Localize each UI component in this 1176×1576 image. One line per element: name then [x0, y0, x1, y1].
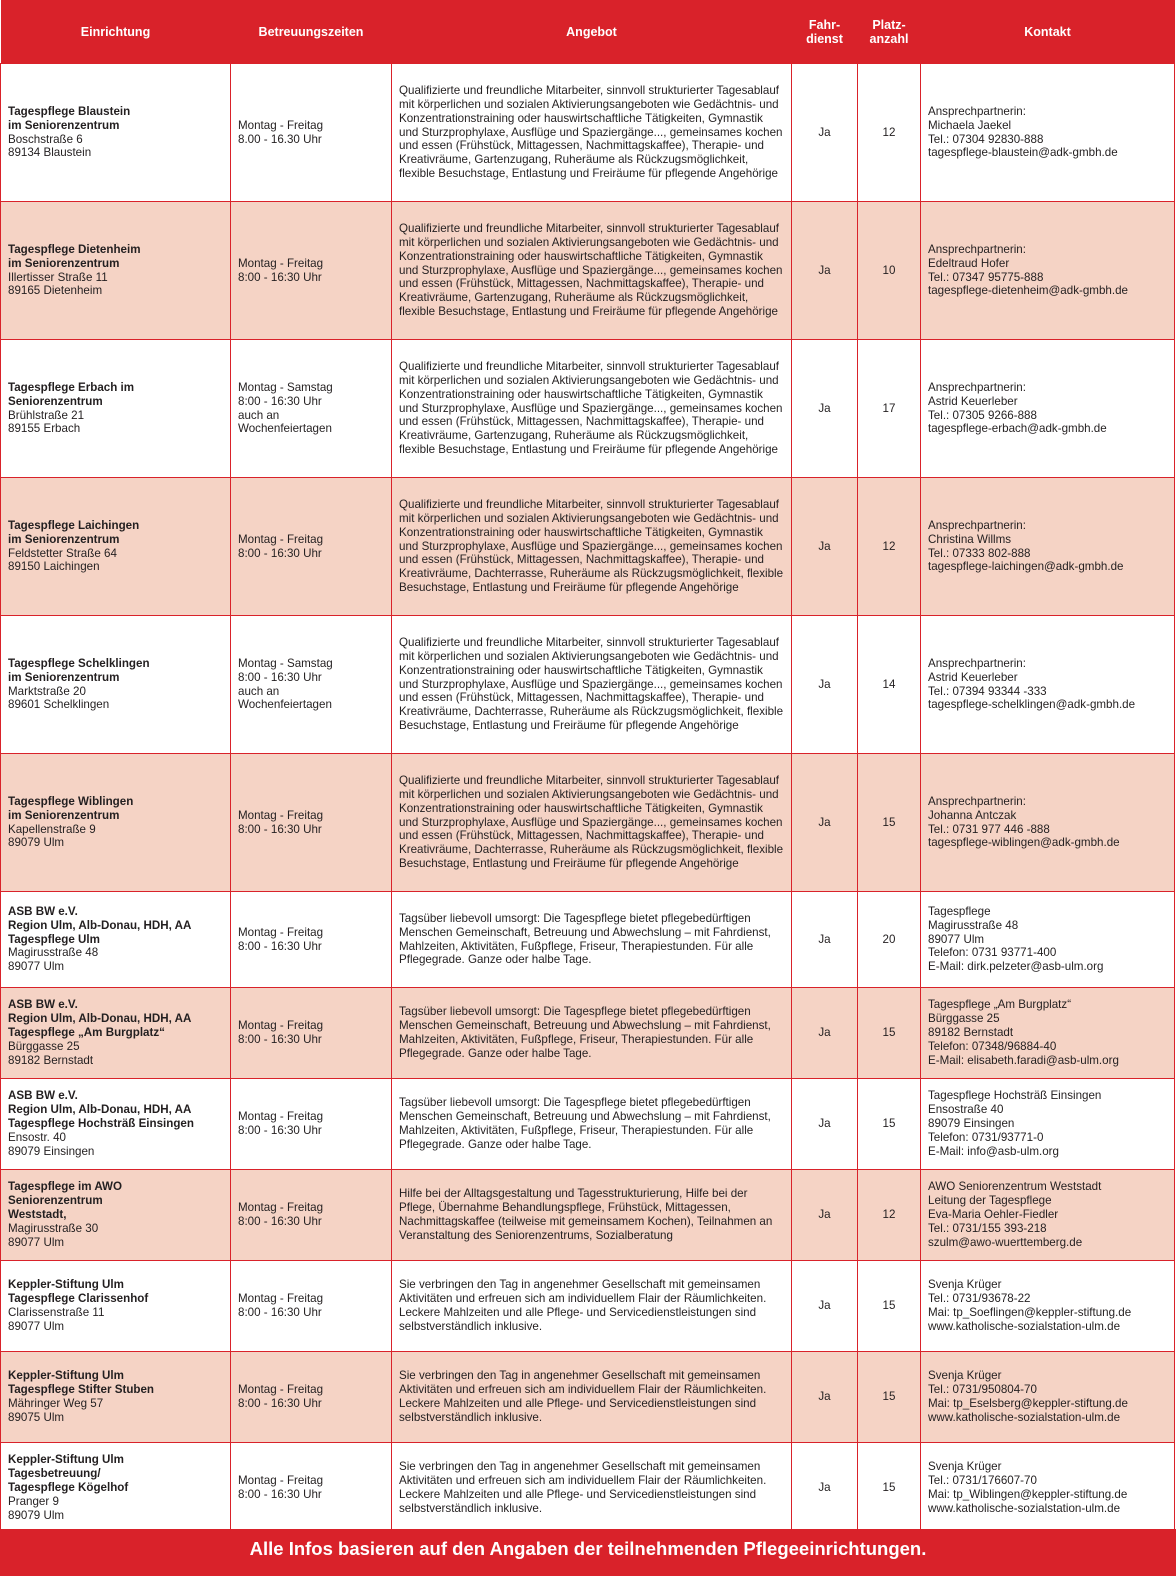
contact-line: Tel.: 07304 92830-888 [928, 132, 1044, 146]
facility-address-line: Ensostr. 40 [8, 1130, 67, 1144]
opening-hours-line: 8:00 - 16:30 Uhr [238, 1215, 322, 1228]
cell-kontakt [921, 892, 1175, 988]
facility-name-line: Tagespflege Dietenheim [8, 242, 141, 256]
facility-name-line: Tagespflege Schelklingen [8, 656, 150, 670]
cell-fahrdienst: Ja [792, 1079, 858, 1170]
contact-line: tagespflege-laichingen@adk-gmbh.de [928, 560, 1124, 574]
facility-name-line: im Seniorenzentrum [8, 256, 120, 270]
facility-name-line: Keppler-Stiftung Ulm [8, 1453, 124, 1467]
cell-betreuungszeiten [231, 1352, 392, 1443]
cell-kontakt [921, 1443, 1175, 1534]
cell-angebot: Qualifizierte und freundliche Mitarbeiter, sinnvoll strukturierter Tagesablauf mit körperlichen und sozialen Aktivierungsangeboten wie Gedächtnis- und Konzentrationstraining oder hauswirtschaftliche Tätigkeiten, Gymnastik und Sturzprophylaxe, Ausflüge und Spaziergänge..., gemeinsames kochen und essen (Frühstück, Mittagessen, Nachmittagskaffee), Therapie- und Kreativräume, Dachterrasse, Ruheräume als Rückzugsmöglichkeit, flexible Besuchstage, Entlastung und Freiräume für pflegende Angehörige [392, 616, 792, 754]
opening-hours-line: Montag - Freitag [238, 808, 324, 822]
facility-name-line: Tagespflege Ulm [8, 932, 100, 946]
facility-address-line: 89077 Ulm [8, 960, 65, 974]
contact-line: tagespflege-wiblingen@adk-gmbh.de [928, 836, 1120, 850]
facility-name-line: Region Ulm, Alb-Donau, HDH, AA [8, 1012, 192, 1026]
contact-line: 89079 Einsingen [928, 1117, 1015, 1131]
col-header-fahrdienst: Fahr- dienst [792, 0, 858, 64]
cell-fahrdienst: Ja [792, 988, 858, 1079]
cell-kontakt [921, 988, 1175, 1079]
opening-hours-line: Montag - Samstag [238, 380, 333, 394]
cell-platzanzahl: 15 [858, 754, 921, 892]
cell-betreuungszeiten [231, 988, 392, 1079]
cell-angebot: Tagsüber liebevoll umsorgt: Die Tagespflege bietet pflegebedürftigen Menschen Gemeinschaft, Betreuung und Abwechslung – mit Fahrdienst, Mahlzeiten, Aktivitäten, Fußpflege, Friseur, Therapiestunden. Für alle Pflegegrade. Ganze oder halbe Tage. [392, 988, 792, 1079]
table-body [1, 64, 1175, 1534]
cell-kontakt [921, 1261, 1175, 1352]
contact-line: Astrid Keuerleber [928, 670, 1018, 684]
facility-address-line: Magirusstraße 30 [8, 1221, 99, 1235]
cell-angebot: Qualifizierte und freundliche Mitarbeiter, sinnvoll strukturierter Tagesablauf mit körperlichen und sozialen Aktivierungsangeboten wie Gedächtnis- und Konzentrationstraining oder hauswirtschaftliche Tätigkeiten, Gymnastik und Sturzprophylaxe, Ausflüge und Spaziergänge..., gemeinsames kochen und essen (Frühstück, Mittagessen, Nachmittagskaffee), Therapie- und Kreativräume, Gartenzugang, Ruheräume als Rückzugsmöglichkeit, flexible Besuchstage, Entlastung und Freiräume für pflegende Angehörige [392, 202, 792, 340]
cell-fahrdienst: Ja [792, 340, 858, 478]
cell-platzanzahl: 10 [858, 202, 921, 340]
facility-name-line: Tagespflege im AWO [8, 1180, 123, 1194]
facility-address-line: 89150 Laichingen [8, 560, 100, 574]
facility-address-line: 89077 Ulm [8, 1235, 65, 1249]
table-row [1, 1261, 1175, 1352]
facility-name-line: Region Ulm, Alb-Donau, HDH, AA [8, 1103, 192, 1117]
facility-name-line: im Seniorenzentrum [8, 532, 120, 546]
cell-fahrdienst: Ja [792, 1170, 858, 1261]
cell-angebot: Qualifizierte und freundliche Mitarbeiter, sinnvoll strukturierter Tagesablauf mit körperlichen und sozialen Aktivierungsangeboten wie Gedächtnis- und Konzentrationstraining oder hauswirtschaftliche Tätigkeiten, Gymnastik und Sturzprophylaxe, Ausflüge und Spaziergänge..., gemeinsames kochen und essen (Frühstück, Mittagessen, Nachmittagskaffee), Therapie- und Kreativräume, Gartenzugang, Ruheräume als Rückzugsmöglichkeit, flexible Besuchstage, Entlastung und Freiräume für pflegende Angehörige [392, 64, 792, 202]
cell-kontakt [921, 340, 1175, 478]
facility-address-line: 89079 Einsingen [8, 1144, 95, 1158]
facility-address-line: 89155 Erbach [8, 422, 81, 436]
cell-betreuungszeiten [231, 892, 392, 988]
opening-hours-line: 8:00 - 16:30 Uhr [238, 670, 322, 684]
cell-betreuungszeiten [231, 616, 392, 754]
col-header-angebot: Angebot [392, 0, 792, 64]
cell-angebot: Sie verbringen den Tag in angenehmer Gesellschaft mit gemeinsamen Aktivitäten und erfreuen sich am individuellem Flair der Räumlichkeiten. Leckere Mahlzeiten und alle Pflege- und Servicedienstleistungen sind selbstverständlich inklusive. [392, 1352, 792, 1443]
cell-platzanzahl: 15 [858, 1443, 921, 1534]
contact-line: Ansprechpartnerin: [928, 242, 1026, 256]
contact-line: Telefon: 0731/93771-0 [928, 1130, 1044, 1144]
contact-line: Mai: tp_Soeflingen@keppler-stiftung.de [928, 1306, 1132, 1319]
opening-hours-line: Wochenfeiertagen [238, 698, 332, 712]
contact-line: 89077 Ulm [928, 932, 985, 946]
cell-angebot: Qualifizierte und freundliche Mitarbeiter, sinnvoll strukturierter Tagesablauf mit körperlichen und sozialen Aktivierungsangeboten wie Gedächtnis- und Konzentrationstraining oder hauswirtschaftliche Tätigkeiten, Gymnastik und Sturzprophylaxe, Ausflüge und Spaziergänge..., gemeinsames kochen und essen (Frühstück, Mittagessen, Nachmittagskaffee), Therapie- und Kreativräume, Gartenzugang, Ruheräume als Rückzugsmöglichkeit, flexible Besuchstage, Entlastung und Freiräume für pflegende Angehörige [392, 340, 792, 478]
facility-address-line: 89601 Schelklingen [8, 698, 110, 712]
opening-hours-line: auch an [238, 684, 280, 698]
cell-platzanzahl: 17 [858, 340, 921, 478]
facility-address-line: Magirusstraße 48 [8, 946, 99, 960]
contact-line: AWO Seniorenzentrum Weststadt [928, 1180, 1102, 1194]
cell-betreuungszeiten [231, 1170, 392, 1261]
cell-fahrdienst: Ja [792, 1352, 858, 1443]
cell-einrichtung [1, 988, 231, 1079]
opening-hours-line: Montag - Freitag [238, 256, 324, 270]
col-header-einrichtung: Einrichtung [1, 0, 231, 64]
opening-hours-line: auch an [238, 408, 280, 422]
contact-line: tagespflege-dietenheim@adk-gmbh.de [928, 284, 1128, 298]
facility-address-line: Kapellenstraße 9 [8, 822, 96, 836]
facility-name-line: Tagespflege Wiblingen [8, 794, 134, 808]
cell-platzanzahl: 14 [858, 616, 921, 754]
cell-kontakt [921, 1079, 1175, 1170]
cell-kontakt [921, 202, 1175, 340]
facility-address-line: Illertisser Straße 11 [8, 270, 108, 284]
facility-name-line: Tagesbetreuung/ [8, 1467, 101, 1481]
cell-fahrdienst: Ja [792, 1261, 858, 1352]
opening-hours-line: Montag - Freitag [238, 1110, 324, 1124]
opening-hours-line: Montag - Freitag [238, 1292, 324, 1306]
contact-line: Tel.: 0731/93678-22 [928, 1292, 1031, 1306]
contact-line: Christina Willms [928, 532, 1012, 546]
facility-name-line: Tagespflege Erbach im [8, 380, 135, 394]
facility-address-line: 89182 Bernstadt [8, 1053, 94, 1067]
cell-platzanzahl: 12 [858, 1170, 921, 1261]
opening-hours-line: Montag - Samstag [238, 656, 333, 670]
cell-betreuungszeiten [231, 754, 392, 892]
facility-name-line: Tagespflege Blaustein [8, 104, 131, 118]
contact-line: Tel.: 0731/155 393-218 [928, 1221, 1047, 1235]
opening-hours-line: Montag - Freitag [238, 118, 324, 132]
opening-hours-line: Montag - Freitag [238, 1019, 324, 1033]
contact-line: Ansprechpartnerin: [928, 518, 1026, 532]
cell-kontakt [921, 64, 1175, 202]
facility-name-line: im Seniorenzentrum [8, 118, 120, 132]
contact-line: Svenja Krüger [928, 1460, 1002, 1474]
facility-name-line: Tagespflege Clarissenhof [8, 1292, 149, 1306]
facility-address-line: Pranger 9 [8, 1494, 59, 1508]
contact-line: www.katholische-sozialstation-ulm.de [928, 1319, 1121, 1333]
opening-hours-line: 8:00 - 16:30 Uhr [238, 546, 322, 560]
facility-address-line: 89134 Blaustein [8, 146, 92, 160]
facility-name-line: Seniorenzentrum [8, 394, 103, 408]
facility-address-line: Clarissenstraße 11 [8, 1306, 105, 1319]
cell-angebot: Tagsüber liebevoll umsorgt: Die Tagespflege bietet pflegebedürftigen Menschen Gemeinschaft, Betreuung und Abwechslung – mit Fahrdienst, Mahlzeiten, Aktivitäten, Fußpflege, Friseur, Therapiestunden. Für alle Pflegegrade. Ganze oder halbe Tage. [392, 892, 792, 988]
contact-line: Johanna Antczak [928, 808, 1017, 822]
cell-einrichtung [1, 340, 231, 478]
cell-kontakt [921, 478, 1175, 616]
contact-line: 89182 Bernstadt [928, 1026, 1014, 1040]
contact-line: Tagespflege „Am Burgplatz“ [928, 998, 1072, 1012]
cell-betreuungszeiten [231, 340, 392, 478]
facility-address-line: 89077 Ulm [8, 1319, 65, 1333]
facility-address-line: 89165 Dietenheim [8, 284, 103, 298]
facility-name-line: Seniorenzentrum [8, 1194, 103, 1208]
facility-address-line: Bürggasse 25 [8, 1039, 80, 1053]
facility-name-line: Tagespflege Kögelhof [8, 1481, 129, 1495]
cell-platzanzahl: 15 [858, 1261, 921, 1352]
cell-einrichtung [1, 616, 231, 754]
table-row [1, 1352, 1175, 1443]
facility-name-line: Keppler-Stiftung Ulm [8, 1278, 124, 1292]
facility-name-line: ASB BW e.V. [8, 998, 78, 1012]
cell-einrichtung [1, 1261, 231, 1352]
cell-einrichtung [1, 1079, 231, 1170]
contact-line: szulm@awo-wuerttemberg.de [928, 1235, 1083, 1249]
opening-hours-line: 8:00 - 16:30 Uhr [238, 939, 322, 953]
cell-angebot: Hilfe bei der Alltagsgestaltung und Tagesstrukturierung, Hilfe bei der Pflege, Übernahme Behandlungspflege, Frühstück, Mittagessen, Nachmittagskaffee (teilweise mit gemeinsamem Kochen), Teilnahmen an Veranstaltung des Seniorenzentrums, Sozialberatung [392, 1170, 792, 1261]
contact-line: Leitung der Tagespflege [928, 1194, 1052, 1208]
contact-line: www.katholische-sozialstation-ulm.de [928, 1501, 1121, 1515]
footer-note: Alle Infos basieren auf den Angaben der teilnehmenden Pflegeeinrichtungen. [0, 1529, 1176, 1576]
cell-kontakt [921, 616, 1175, 754]
facility-name-line: Tagespflege „Am Burgplatz“ [8, 1026, 165, 1040]
contact-line: tagespflege-blaustein@adk-gmbh.de [928, 146, 1118, 160]
cell-betreuungszeiten [231, 1261, 392, 1352]
cell-platzanzahl: 15 [858, 1079, 921, 1170]
facility-name-line: Weststadt, [8, 1208, 67, 1222]
facility-address-line: Brühlstraße 21 [8, 408, 85, 422]
table-row [1, 1079, 1175, 1170]
contact-line: Edeltraud Hofer [928, 256, 1010, 270]
contact-line: Magirusstraße 48 [928, 918, 1019, 932]
opening-hours-line: 8:00 - 16:30 Uhr [238, 822, 322, 836]
cell-einrichtung [1, 64, 231, 202]
contact-line: Astrid Keuerleber [928, 394, 1018, 408]
cell-einrichtung [1, 754, 231, 892]
facility-address-line: 89079 Ulm [8, 1508, 65, 1522]
cell-kontakt [921, 1170, 1175, 1261]
contact-line: Ansprechpartnerin: [928, 656, 1026, 670]
facility-name-line: Region Ulm, Alb-Donau, HDH, AA [8, 918, 192, 932]
contact-line: E-Mail: dirk.pelzeter@asb-ulm.org [928, 960, 1104, 974]
contact-line: Mai: tp_Eselsberg@keppler-stiftung.de [928, 1397, 1128, 1410]
cell-einrichtung [1, 1352, 231, 1443]
cell-platzanzahl: 15 [858, 988, 921, 1079]
cell-angebot: Tagsüber liebevoll umsorgt: Die Tagespflege bietet pflegebedürftigen Menschen Gemeinschaft, Betreuung und Abwechslung – mit Fahrdienst, Mahlzeiten, Aktivitäten, Fußpflege, Friseur, Therapiestunden. Für alle Pflegegrade. Ganze oder halbe Tage. [392, 1079, 792, 1170]
opening-hours-line: 8:00 - 16:30 Uhr [238, 1397, 322, 1410]
table-row [1, 616, 1175, 754]
cell-betreuungszeiten [231, 64, 392, 202]
cell-fahrdienst: Ja [792, 478, 858, 616]
facility-address-line: 89079 Ulm [8, 836, 65, 850]
contact-line: Ansprechpartnerin: [928, 380, 1026, 394]
table-row [1, 202, 1175, 340]
contact-line: Ensostraße 40 [928, 1103, 1004, 1117]
cell-platzanzahl: 12 [858, 64, 921, 202]
cell-angebot: Sie verbringen den Tag in angenehmer Gesellschaft mit gemeinsamen Aktivitäten und erfreuen sich am individuellem Flair der Räumlichkeiten. Leckere Mahlzeiten und alle Pflege- und Servicedienstleistungen sind selbstverständlich inklusive. [392, 1443, 792, 1534]
contact-line: Bürggasse 25 [928, 1012, 1000, 1026]
contact-line: Ansprechpartnerin: [928, 794, 1026, 808]
contact-line: Tel.: 0731/176607-70 [928, 1474, 1037, 1488]
opening-hours-line: Wochenfeiertagen [238, 422, 332, 436]
table-row [1, 988, 1175, 1079]
cell-platzanzahl: 12 [858, 478, 921, 616]
contact-line: Tagespflege [928, 904, 991, 918]
opening-hours-line: Montag - Freitag [238, 925, 324, 939]
col-header-platzanzahl: Platz- anzahl [858, 0, 921, 64]
cell-fahrdienst: Ja [792, 892, 858, 988]
cell-platzanzahl: 15 [858, 1352, 921, 1443]
contact-line: Tel.: 07305 9266-888 [928, 408, 1037, 422]
opening-hours-line: Montag - Freitag [238, 532, 324, 546]
cell-fahrdienst: Ja [792, 616, 858, 754]
cell-platzanzahl: 20 [858, 892, 921, 988]
facility-name-line: Tagespflege Laichingen [8, 518, 140, 532]
facility-name-line: Tagespflege Hochsträß Einsingen [8, 1117, 194, 1131]
table-row [1, 340, 1175, 478]
contact-line: Tel.: 07333 802-888 [928, 546, 1031, 560]
table-header-row [1, 0, 1175, 64]
facility-address-line: Boschstraße 6 [8, 132, 83, 146]
facility-name-line: Keppler-Stiftung Ulm [8, 1369, 124, 1383]
contact-line: Telefon: 07348/96884-40 [928, 1039, 1057, 1053]
table-row [1, 754, 1175, 892]
contact-line: Telefon: 0731 93771-400 [928, 946, 1057, 960]
contact-line: Svenja Krüger [928, 1278, 1002, 1292]
cell-kontakt [921, 1352, 1175, 1443]
cell-fahrdienst: Ja [792, 64, 858, 202]
table-row [1, 892, 1175, 988]
cell-betreuungszeiten [231, 1443, 392, 1534]
contact-line: Tel.: 0731 977 446 -888 [928, 822, 1050, 836]
cell-betreuungszeiten [231, 202, 392, 340]
col-header-betreuungszeiten: Betreuungszeiten [231, 0, 392, 64]
contact-line: E-Mail: elisabeth.faradi@asb-ulm.org [928, 1053, 1119, 1067]
cell-einrichtung [1, 1170, 231, 1261]
contact-line: Ansprechpartnerin: [928, 104, 1026, 118]
contact-line: Tel.: 07394 93344 -333 [928, 684, 1047, 698]
cell-fahrdienst: Ja [792, 1443, 858, 1534]
contact-line: Eva-Maria Oehler-Fiedler [928, 1208, 1059, 1222]
cell-angebot: Qualifizierte und freundliche Mitarbeiter, sinnvoll strukturierter Tagesablauf mit körperlichen und sozialen Aktivierungsangeboten wie Gedächtnis- und Konzentrationstraining oder hauswirtschaftliche Tätigkeiten, Gymnastik und Sturzprophylaxe, Ausflüge und Spaziergänge..., gemeinsames kochen und essen (Frühstück, Mittagessen, Nachmittagskaffee), Therapie- und Kreativräume, Dachterrasse, Ruheräume als Rückzugsmöglichkeit, flexible Besuchstage, Entlastung und Freiräume für pflegende Angehörige [392, 478, 792, 616]
cell-angebot: Qualifizierte und freundliche Mitarbeiter, sinnvoll strukturierter Tagesablauf mit körperlichen und sozialen Aktivierungsangeboten wie Gedächtnis- und Konzentrationstraining oder hauswirtschaftliche Tätigkeiten, Gymnastik und Sturzprophylaxe, Ausflüge und Spaziergänge..., gemeinsames kochen und essen (Frühstück, Mittagessen, Nachmittagskaffee), Therapie- und Kreativräume, Dachterrasse, Ruheräume als Rückzugsmöglichkeit, flexible Besuchstage, Entlastung und Freiräume für pflegende Angehörige [392, 754, 792, 892]
facility-name-line: ASB BW e.V. [8, 904, 78, 918]
facility-address-line: Mähringer Weg 57 [8, 1397, 104, 1410]
contact-line: Michaela Jaekel [928, 118, 1012, 132]
cell-fahrdienst: Ja [792, 754, 858, 892]
facility-address-line: 89075 Ulm [8, 1410, 65, 1424]
opening-hours-line: 8:00 - 16:30 Uhr [238, 394, 322, 408]
opening-hours-line: Montag - Freitag [238, 1383, 324, 1397]
table-row [1, 1170, 1175, 1261]
cell-einrichtung [1, 892, 231, 988]
opening-hours-line: 8:00 - 16:30 Uhr [238, 1033, 322, 1046]
opening-hours-line: 8:00 - 16:30 Uhr [238, 270, 322, 284]
cell-angebot: Sie verbringen den Tag in angenehmer Gesellschaft mit gemeinsamen Aktivitäten und erfreuen sich am individuellem Flair der Räumlichkeiten. Leckere Mahlzeiten und alle Pflege- und Servicedienstleistungen sind selbstverständlich inklusive. [392, 1261, 792, 1352]
opening-hours-line: 8:00 - 16:30 Uhr [238, 1488, 322, 1501]
contact-line: tagespflege-erbach@adk-gmbh.de [928, 422, 1107, 436]
opening-hours-line: 8.00 - 16.30 Uhr [238, 132, 322, 146]
contact-line: Tagespflege Hochsträß Einsingen [928, 1089, 1102, 1103]
contact-line: Mai: tp_Wiblingen@keppler-stiftung.de [928, 1488, 1128, 1501]
cell-fahrdienst: Ja [792, 202, 858, 340]
cell-kontakt [921, 754, 1175, 892]
contact-line: E-Mail: info@asb-ulm.org [928, 1144, 1059, 1158]
cell-einrichtung [1, 478, 231, 616]
facility-name-line: Tagespflege Stifter Stuben [8, 1383, 155, 1397]
col-header-kontakt: Kontakt [921, 0, 1175, 64]
facility-address-line: Marktstraße 20 [8, 684, 86, 698]
cell-betreuungszeiten [231, 1079, 392, 1170]
contact-line: www.katholische-sozialstation-ulm.de [928, 1410, 1121, 1424]
opening-hours-line: 8:00 - 16:30 Uhr [238, 1124, 322, 1137]
contact-line: Tel.: 0731/950804-70 [928, 1383, 1037, 1397]
opening-hours-line: 8:00 - 16:30 Uhr [238, 1306, 322, 1319]
facility-address-line: Feldstetter Straße 64 [8, 546, 117, 560]
facility-name-line: im Seniorenzentrum [8, 670, 120, 684]
cell-einrichtung [1, 202, 231, 340]
opening-hours-line: Montag - Freitag [238, 1201, 324, 1215]
contact-line: Svenja Krüger [928, 1369, 1002, 1383]
table-row [1, 478, 1175, 616]
table-row [1, 1443, 1175, 1534]
table-row [1, 64, 1175, 202]
facility-name-line: im Seniorenzentrum [8, 808, 120, 822]
contact-line: tagespflege-schelklingen@adk-gmbh.de [928, 698, 1136, 712]
cell-betreuungszeiten [231, 478, 392, 616]
cell-einrichtung [1, 1443, 231, 1534]
facility-name-line: ASB BW e.V. [8, 1089, 78, 1103]
opening-hours-line: Montag - Freitag [238, 1474, 324, 1488]
contact-line: Tel.: 07347 95775-888 [928, 270, 1044, 284]
